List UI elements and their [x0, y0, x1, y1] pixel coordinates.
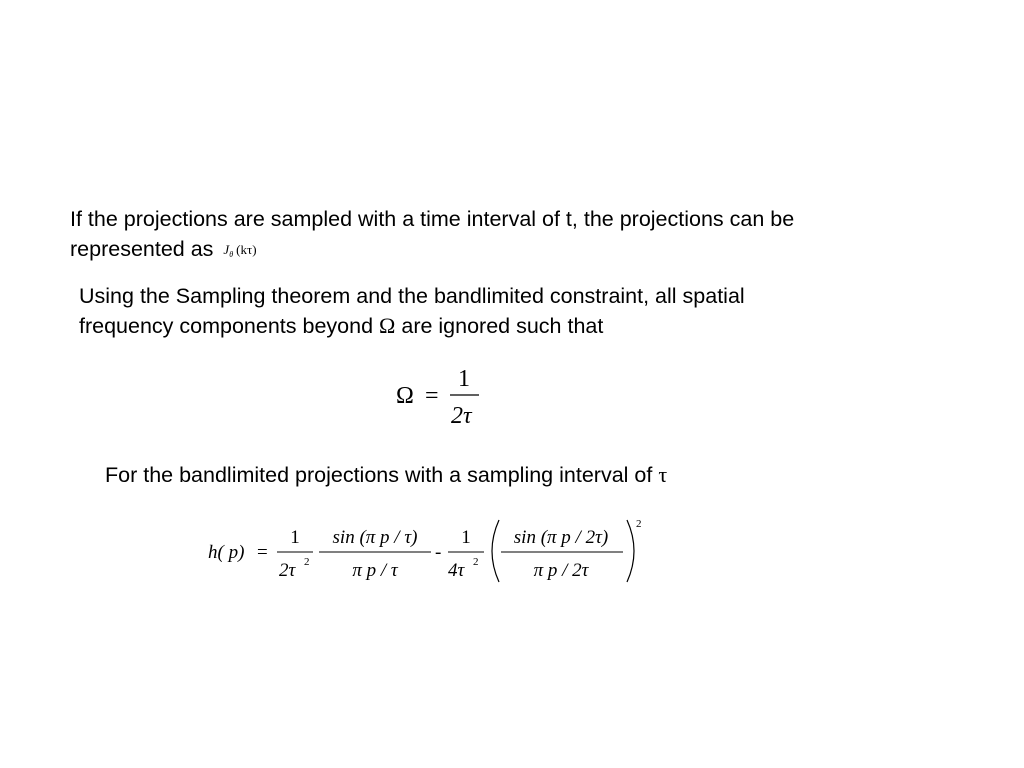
filter-equation-minus: - — [435, 542, 442, 563]
fraction-4-numerator: sin (π p / 2τ) — [513, 527, 609, 548]
fraction-3-numerator: 1 — [461, 527, 471, 548]
omega-equation-numerator: 1 — [458, 366, 470, 392]
projection-symbol: J — [223, 242, 230, 257]
omega-equation — [390, 362, 510, 432]
fraction-3-denominator-exponent: 2 — [473, 556, 479, 568]
paragraph-3-text: For the bandlimited projections with a sampling interval of — [105, 463, 653, 487]
outer-exponent: 2 — [636, 518, 642, 530]
paragraph-1-line-2 — [70, 234, 794, 270]
paragraph-bandlimited-projections — [105, 460, 667, 490]
omega-symbol: Ω — [379, 313, 396, 338]
omega-equation-denominator: 2τ — [451, 403, 472, 429]
fraction-1-numerator: 1 — [290, 527, 300, 548]
paragraph-2-line-2 — [79, 311, 745, 341]
fraction-1-denominator: 2τ — [279, 560, 296, 581]
paragraph-1-line-2-text: represented as — [70, 237, 214, 261]
paragraph-2-line-2-before: frequency components beyond — [79, 314, 374, 338]
fraction-1-denominator-exponent: 2 — [304, 556, 310, 568]
omega-equation-lhs: Ω — [396, 383, 414, 409]
paragraph-2-line-1: Using the Sampling theorem and the bandlimited constraint, all spatial — [79, 284, 745, 308]
projection-argument: (kτ) — [236, 242, 257, 257]
paragraph-sampling-interval — [70, 204, 794, 270]
paragraph-1-line-1: If the projections are sampled with a time interval of t, the projections can be — [70, 207, 795, 231]
filter-equation-equals: = — [257, 542, 268, 563]
paragraph-2-line-2-after: are ignored such that — [401, 314, 604, 338]
left-parenthesis — [492, 520, 499, 582]
fraction-2-numerator: sin (π p / τ) — [332, 527, 418, 548]
filter-equation-lhs: h( p) — [208, 542, 245, 563]
omega-equation-equals: = — [425, 383, 439, 409]
fraction-2-denominator: π p / τ — [352, 560, 398, 581]
fraction-4-denominator: π p / 2τ — [533, 560, 589, 581]
tau-symbol: τ — [658, 462, 668, 487]
projection-expression — [223, 235, 256, 270]
fraction-3-denominator: 4τ — [448, 560, 465, 581]
projection-subscript: θ — [229, 250, 234, 259]
right-parenthesis — [627, 520, 634, 582]
filter-equation — [200, 514, 670, 589]
paragraph-sampling-theorem — [79, 281, 745, 341]
